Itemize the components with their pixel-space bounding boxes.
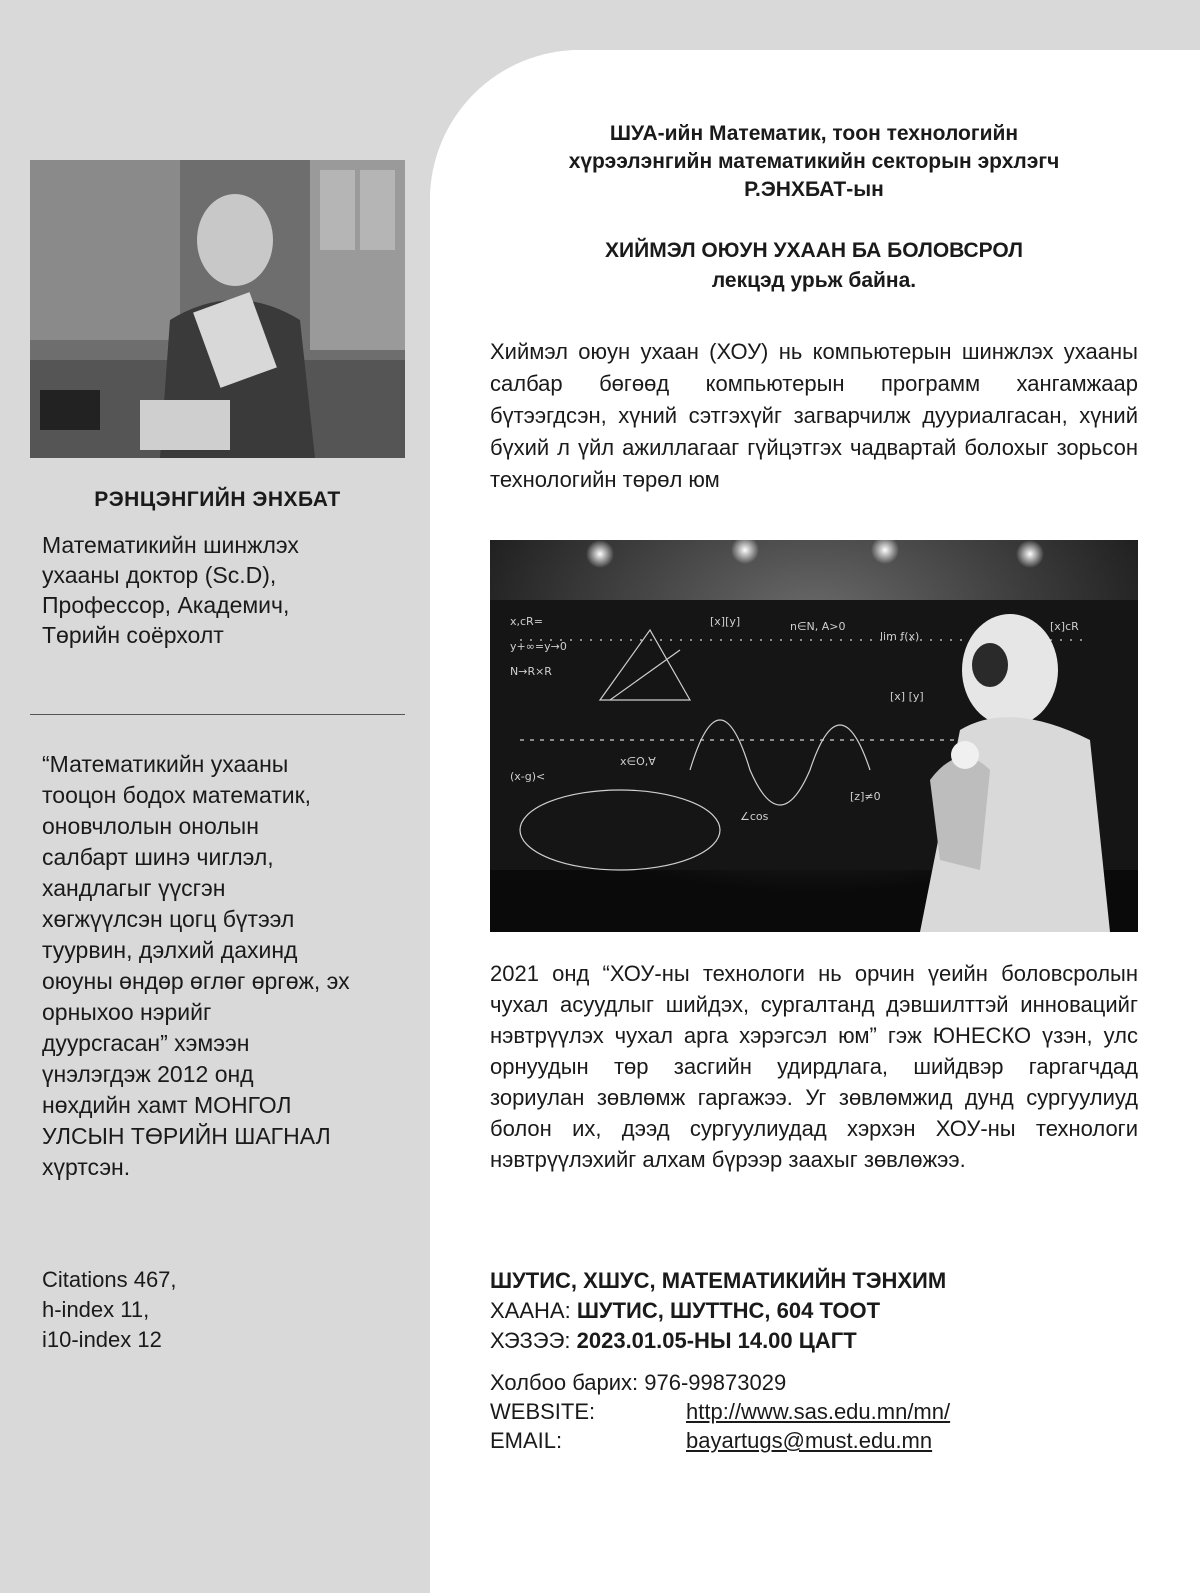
person-titles <box>30 530 405 650</box>
quote-line: хөгжүүлсэн цогц бүтээл <box>42 906 295 932</box>
ai-robot-image <box>490 540 1138 932</box>
citations-count: Citations 467, <box>42 1267 177 1292</box>
lecture-title-line: ХИЙМЭЛ ОЮУН УХААН БА БОЛОВСРОЛ <box>605 239 1023 262</box>
lecture-invite-line: лекцэд урьж байна. <box>711 269 917 292</box>
quote-line: оюуны өндөр өглөг өргөж, эх <box>42 968 350 994</box>
quote-line: “Математикийн ухааны <box>42 751 289 777</box>
when-value: 2023.01.05-НЫ 14.00 ЦАГТ <box>576 1328 857 1353</box>
portrait-photo <box>30 160 405 458</box>
quote-line: тооцон бодох математик, <box>42 782 312 808</box>
host-line: ШУА-ийн Математик, тоон технологийн <box>609 122 1019 145</box>
website-label: WEBSITE: <box>490 1399 596 1424</box>
i10-index: i10-index 12 <box>42 1327 162 1352</box>
email-link[interactable]: bayartugs@must.edu.mn <box>686 1428 933 1453</box>
svg-text:x∈O,∀: x∈O,∀ <box>620 755 656 768</box>
host-line: хүрээлэнгийн математикийн секторын эрхлэгч <box>568 150 1060 173</box>
quote-line: хандлагыг үүсгэн <box>42 875 226 901</box>
venue-where <box>490 1296 1138 1326</box>
quote-line: оновчлолын онолын <box>42 813 259 839</box>
quote-line: нөхдийн хамт МОНГОЛ <box>42 1092 292 1118</box>
quote-line: үнэлэгдэж 2012 онд <box>42 1061 254 1087</box>
unesco-paragraph: 2021 онд “ХОУ-ны технологи нь орчин үеийн боловсролын чухал асуудлыг шийдэх, сургалтанд дэвшилттэй инновацийг нэвтрүүлэх чухал арга хэрэгсэл юм” гэж ЮНЕСКО үзэн, улс орнуудын төр засгийн удирдлага, шийдвэр гаргагчдад зориулан зөвлөмж гаргажээ. Уг зөвлөмжид дунд сургуулиуд болон их, дээд сургуулиудад хэрхэн ХОУ-ны технологи нэвтрүүлэхийг алхам бүрээр заахыг зөвлөжээ. <box>490 961 1138 1172</box>
svg-text:(x-g)<: (x-g)< <box>510 770 546 783</box>
website-link[interactable]: http://www.sas.edu.mn/mn/ <box>686 1399 951 1424</box>
venue-info <box>490 1266 1138 1356</box>
svg-text:[x]cR: [x]cR <box>1050 620 1079 633</box>
email-label: EMAIL: <box>490 1428 563 1453</box>
quote-line: салбарт шинэ чиглэл, <box>42 844 274 870</box>
venue-when <box>490 1326 1138 1356</box>
lecture-title <box>490 236 1138 296</box>
person-name: РЭНЦЭНГИЙН ЭНХБАТ <box>94 488 341 511</box>
lecture-host <box>490 120 1138 204</box>
title-line: Математикийн шинжлэх <box>42 532 299 558</box>
svg-text:[x] [y]: [x] [y] <box>890 690 924 703</box>
svg-text:[x][y]: [x][y] <box>710 615 741 628</box>
quote-line: дуурсгасан” хэмээн <box>42 1030 250 1056</box>
title-line: Профессор, Академич, <box>42 592 290 618</box>
divider <box>30 714 405 715</box>
title-line: Төрийн соёрхолт <box>42 622 224 648</box>
sidebar <box>30 160 405 1355</box>
svg-text:N→R×R: N→R×R <box>510 665 552 678</box>
where-value: ШУТИС, ШУТТНС, 604 ТООТ <box>576 1298 881 1323</box>
quote-line: хүртсэн. <box>42 1154 131 1180</box>
where-label: ХААНА: <box>490 1298 577 1323</box>
svg-text:n∈N, A>0: n∈N, A>0 <box>790 620 846 633</box>
svg-text:∠cos: ∠cos <box>740 810 769 823</box>
svg-text:x,cR=: x,cR= <box>510 615 543 628</box>
contact-info <box>490 1368 1138 1455</box>
citation-stats <box>30 1265 405 1355</box>
svg-text:[z]≠0: [z]≠0 <box>850 790 881 803</box>
svg-text:y+∞=y→0: y+∞=y→0 <box>510 640 567 653</box>
quote-line: УЛСЫН ТӨРИЙН ШАГНАЛ <box>42 1123 331 1149</box>
contact-phone: Холбоо барих: 976-99873029 <box>490 1370 787 1395</box>
organizer: ШУТИС, ХШУС, МАТЕМАТИКИЙН ТЭНХИМ <box>490 1268 947 1293</box>
title-line: ухааны доктор (Sc.D), <box>42 562 277 588</box>
h-index: h-index 11, <box>42 1297 150 1322</box>
svg-text:lim f(x): lim f(x) <box>880 630 920 643</box>
award-quote <box>30 749 402 1183</box>
host-line: Р.ЭНХБАТ-ын <box>744 178 884 201</box>
quote-line: орныхоо нэрийг <box>42 999 212 1025</box>
quote-line: туурвин, дэлхий дахинд <box>42 937 298 963</box>
when-label: ХЭЗЭЭ: <box>490 1328 577 1353</box>
ai-definition: Хиймэл оюун ухаан (ХОУ) нь компьютерын шинжлэх ухааны салбар бөгөөд компьютерын программ хангамжаар бүтээгдсэн, хүний сэтгэхүйг загварчилж дууриалгасан, хүний бүхий л үйл ажиллагааг гүйцэтгэх чадвартай болохыг зорьсон технологийн төрөл юм <box>490 339 1138 492</box>
